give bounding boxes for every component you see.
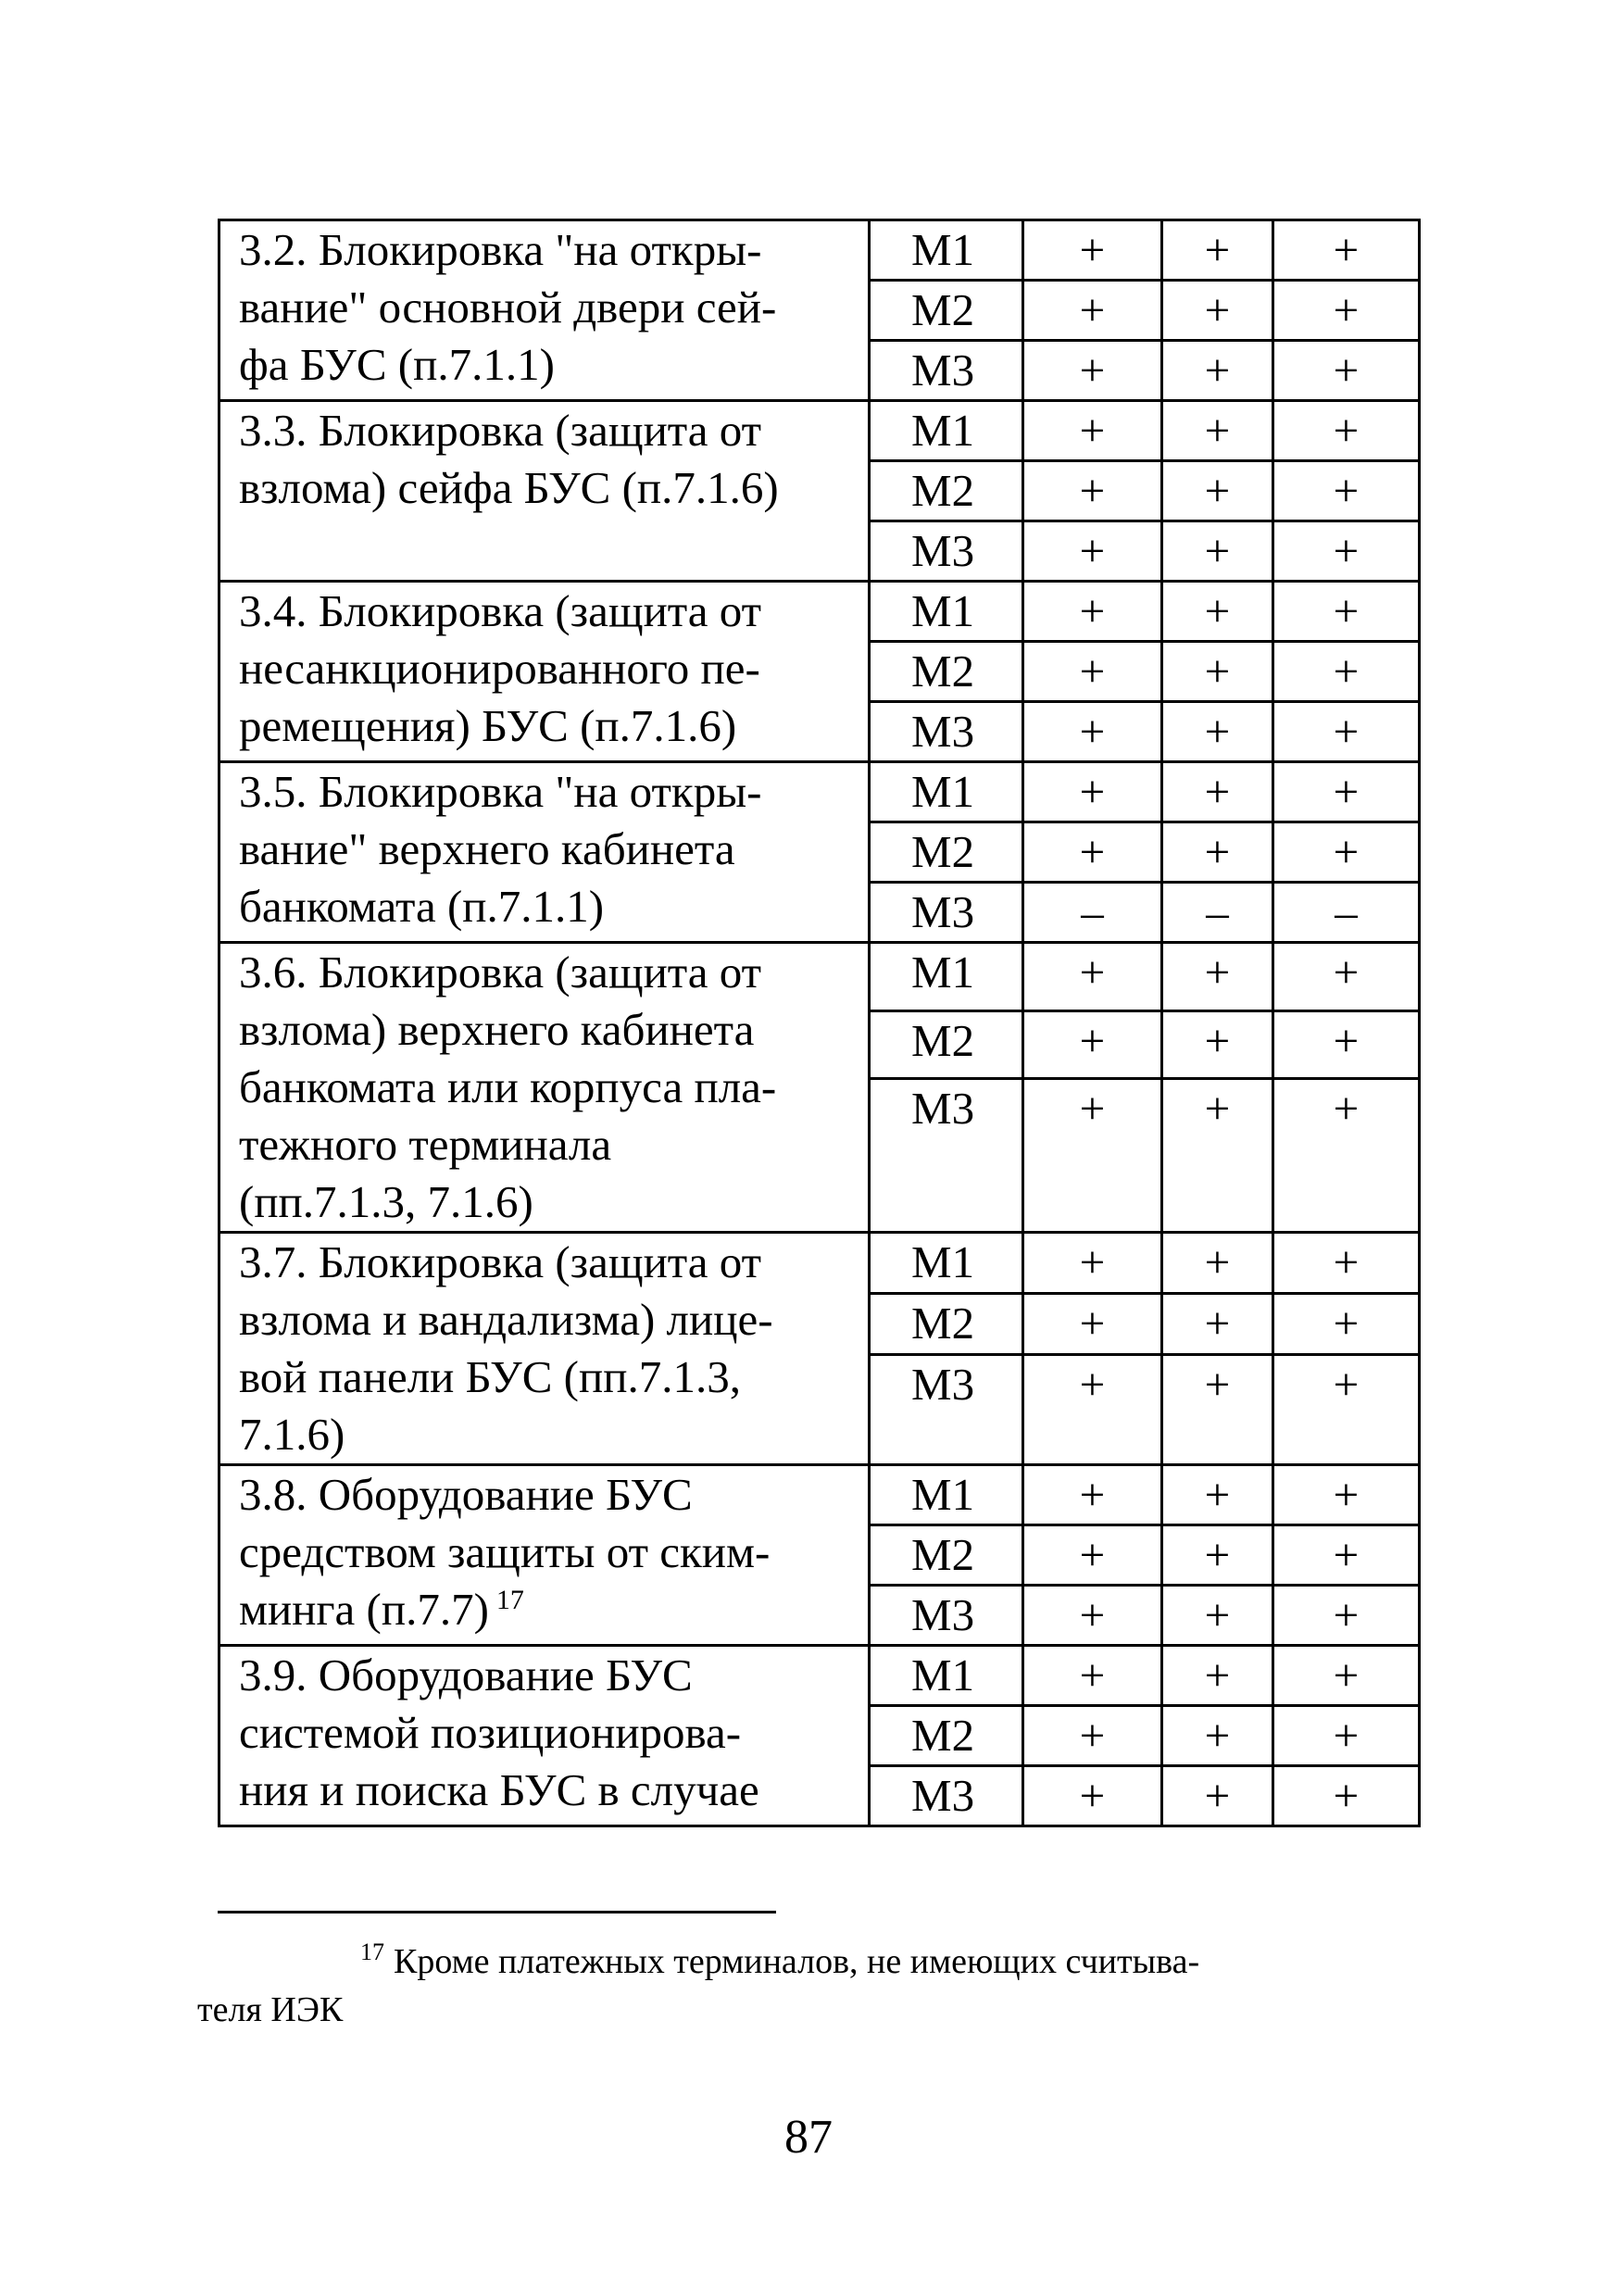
mark-cell: + <box>1273 1293 1420 1354</box>
mark-cell: + <box>1273 1354 1420 1464</box>
requirement-text: 3.2. Блокировка "на откры- вание" основной двери сей- фа БУС (п.7.1.1) <box>239 224 777 390</box>
mode-cell: М3 <box>870 1354 1023 1464</box>
mark-cell: + <box>1162 702 1273 762</box>
mode-cell: М1 <box>870 1465 1023 1525</box>
requirement-text: 3.7. Блокировка (защита от взлома и вандализма) лице- вой панели БУС (пп.7.1.3, 7.1.6) <box>239 1236 773 1460</box>
mark-cell: + <box>1162 1354 1273 1464</box>
mark-cell: + <box>1023 1586 1162 1646</box>
mode-cell: М3 <box>870 883 1023 943</box>
mark-cell: + <box>1023 1766 1162 1826</box>
requirement-description <box>219 401 870 582</box>
mark-cell: + <box>1162 1706 1273 1766</box>
table-row <box>219 762 1420 822</box>
mark-cell: + <box>1162 1293 1273 1354</box>
mode-cell: М3 <box>870 341 1023 401</box>
mark-cell: + <box>1162 1079 1273 1233</box>
requirement-text: 3.3. Блокировка (защита от взлома) сейфа БУС (п.7.1.6) <box>239 405 779 513</box>
mark-cell: + <box>1162 220 1273 281</box>
table-row <box>219 220 1420 281</box>
mark-cell: + <box>1023 341 1162 401</box>
mark-cell: + <box>1162 401 1273 461</box>
mode-cell: М3 <box>870 1586 1023 1646</box>
mark-cell: + <box>1023 943 1162 1011</box>
mark-cell: + <box>1273 1465 1420 1525</box>
mark-cell: + <box>1273 341 1420 401</box>
mark-cell: + <box>1273 762 1420 822</box>
footnote <box>197 1938 1429 2034</box>
mark-cell: + <box>1162 281 1273 341</box>
footnote-text: Кроме платежных терминалов, не имеющих считыва- теля ИЭК <box>197 1942 1200 2029</box>
table-row <box>219 1465 1420 1525</box>
mark-cell: + <box>1023 1354 1162 1464</box>
mark-cell: + <box>1162 822 1273 883</box>
mark-cell: + <box>1023 702 1162 762</box>
mark-cell: + <box>1023 1465 1162 1525</box>
table-row <box>219 1646 1420 1706</box>
mode-cell: М1 <box>870 401 1023 461</box>
mark-cell: + <box>1162 1766 1273 1826</box>
mark-cell: + <box>1162 461 1273 521</box>
mark-cell: + <box>1273 1706 1420 1766</box>
mark-cell: + <box>1162 762 1273 822</box>
mark-cell: + <box>1273 943 1420 1011</box>
mark-cell: + <box>1162 1233 1273 1294</box>
mode-cell: М2 <box>870 1293 1023 1354</box>
footnote-separator <box>218 1911 776 1913</box>
mark-cell: + <box>1273 642 1420 702</box>
mode-cell: М1 <box>870 582 1023 642</box>
mark-cell: – <box>1023 883 1162 943</box>
mark-cell: + <box>1023 1706 1162 1766</box>
mode-cell: М2 <box>870 822 1023 883</box>
mark-cell: + <box>1162 521 1273 582</box>
mark-cell: + <box>1023 281 1162 341</box>
table-row <box>219 401 1420 461</box>
mode-cell: М1 <box>870 1646 1023 1706</box>
mark-cell: + <box>1273 1010 1420 1079</box>
mark-cell: + <box>1162 1525 1273 1586</box>
table-row <box>219 943 1420 1011</box>
mark-cell: + <box>1023 1525 1162 1586</box>
requirement-text: 3.5. Блокировка "на откры- вание" верхнего кабинета банкомата (п.7.1.1) <box>239 766 762 932</box>
mode-cell: М1 <box>870 943 1023 1011</box>
footnote-number: 17 <box>360 1938 384 1966</box>
mark-cell: + <box>1023 762 1162 822</box>
mark-cell: + <box>1162 642 1273 702</box>
requirement-description <box>219 762 870 943</box>
requirement-description <box>219 1233 870 1465</box>
mark-cell: + <box>1023 582 1162 642</box>
mode-cell: М2 <box>870 461 1023 521</box>
mark-cell: + <box>1162 1646 1273 1706</box>
mark-cell: + <box>1162 341 1273 401</box>
mode-cell: М2 <box>870 1525 1023 1586</box>
requirement-text: 3.6. Блокировка (защита от взлома) верхнего кабинета банкомата или корпуса пла- тежного терминала (пп.7.1.3, 7.1.6) <box>239 947 777 1227</box>
mark-cell: + <box>1023 401 1162 461</box>
mode-cell: М3 <box>870 702 1023 762</box>
mark-cell: + <box>1273 582 1420 642</box>
requirement-description <box>219 943 870 1233</box>
mark-cell: + <box>1273 521 1420 582</box>
mark-cell: + <box>1273 1586 1420 1646</box>
mode-cell: М2 <box>870 1706 1023 1766</box>
page-number: 87 <box>784 2111 833 2164</box>
mark-cell: + <box>1023 1233 1162 1294</box>
mode-cell: М3 <box>870 521 1023 582</box>
mark-cell: + <box>1162 1586 1273 1646</box>
mark-cell: + <box>1023 461 1162 521</box>
mark-cell: + <box>1023 1646 1162 1706</box>
requirements-table <box>218 219 1421 1827</box>
requirement-description <box>219 1646 870 1826</box>
requirement-description <box>219 1465 870 1646</box>
mode-cell: М1 <box>870 220 1023 281</box>
mode-cell: М3 <box>870 1766 1023 1826</box>
mark-cell: + <box>1162 1465 1273 1525</box>
mark-cell: + <box>1273 1646 1420 1706</box>
requirement-text: 3.4. Блокировка (защита от несанкционированного пе- ремещения) БУС (п.7.1.6) <box>239 585 762 751</box>
mark-cell: + <box>1023 1293 1162 1354</box>
mark-cell: + <box>1162 1010 1273 1079</box>
mark-cell: + <box>1273 401 1420 461</box>
mark-cell: + <box>1273 1079 1420 1233</box>
mode-cell: М2 <box>870 642 1023 702</box>
requirement-text: 3.8. Оборудование БУС средством защиты от ским- минга (п.7.7) <box>239 1469 771 1635</box>
mark-cell: + <box>1162 943 1273 1011</box>
mode-cell: М1 <box>870 1233 1023 1294</box>
mark-cell: + <box>1273 1233 1420 1294</box>
table-body <box>219 220 1420 1826</box>
mark-cell: + <box>1273 702 1420 762</box>
mark-cell: + <box>1023 521 1162 582</box>
mark-cell: + <box>1273 822 1420 883</box>
mark-cell: + <box>1273 220 1420 281</box>
mark-cell: – <box>1162 883 1273 943</box>
requirement-description <box>219 582 870 762</box>
mark-cell: + <box>1273 281 1420 341</box>
mode-cell: М2 <box>870 281 1023 341</box>
mark-cell: + <box>1273 461 1420 521</box>
mark-cell: + <box>1023 642 1162 702</box>
mode-cell: М1 <box>870 762 1023 822</box>
mark-cell: + <box>1273 1766 1420 1826</box>
mode-cell: М2 <box>870 1010 1023 1079</box>
mark-cell: + <box>1023 822 1162 883</box>
mark-cell: + <box>1162 582 1273 642</box>
mark-cell: – <box>1273 883 1420 943</box>
requirement-description <box>219 220 870 401</box>
mark-cell: + <box>1023 1079 1162 1233</box>
mark-cell: + <box>1023 220 1162 281</box>
footnote-reference: 17 <box>495 1584 524 1615</box>
requirement-text: 3.9. Оборудование БУС системой позиционирова- ния и поиска БУС в случае <box>239 1650 759 1815</box>
table-row <box>219 582 1420 642</box>
mark-cell: + <box>1023 1010 1162 1079</box>
mark-cell: + <box>1273 1525 1420 1586</box>
mode-cell: М3 <box>870 1079 1023 1233</box>
table-row <box>219 1233 1420 1294</box>
